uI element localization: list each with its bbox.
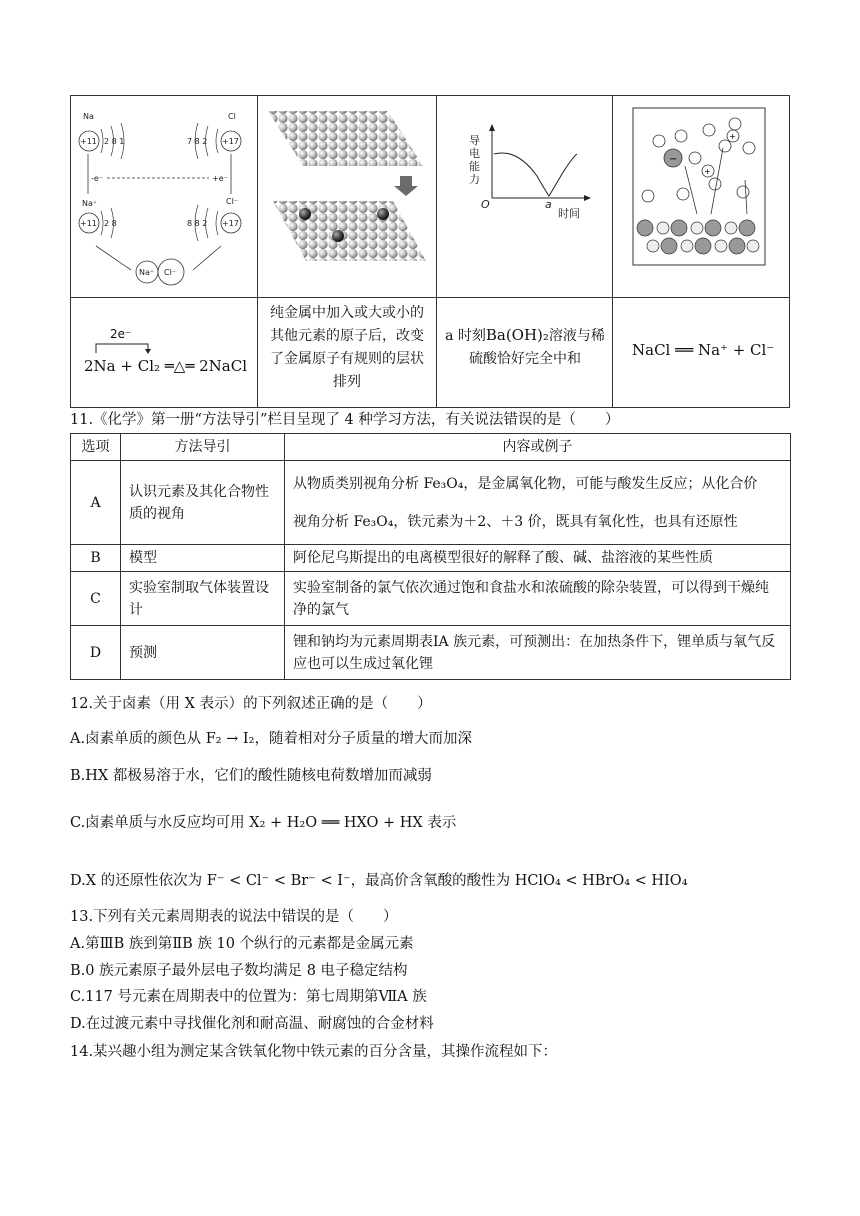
reaction-equation: 2Na + Cl₂ ═△═ 2NaCl <box>84 357 248 375</box>
row-content: 锂和钠均为元素周期表ⅠA 族元素，可预测出：在加热条件下，锂单质与氧气反应也可以生成过氧化锂 <box>285 626 791 680</box>
svg-text:+17: +17 <box>222 219 239 228</box>
na-symbol: Na <box>83 112 94 121</box>
ionic-bond-figure <box>71 96 257 296</box>
row-content: 阿伦尼乌斯提出的电离模型很好的解释了酸、碱、盐溶液的某些性质 <box>285 545 791 572</box>
na-core: +11 <box>80 137 97 146</box>
caption-3 <box>440 324 610 371</box>
lose-electron: -e⁻ <box>91 174 104 183</box>
na-ion-pair: Na⁺ <box>139 268 155 277</box>
q11-table <box>70 433 791 680</box>
caption-4: NaCl ══ Na⁺ + Cl⁻ <box>632 341 775 359</box>
table-row <box>71 572 791 626</box>
caption-3-formula: Ba(OH)₂ <box>485 326 549 344</box>
caption-3-pre: a 时刻 <box>445 328 486 344</box>
cl-ion-shells: 8 8 2 <box>187 219 208 228</box>
na-shells: 2 8 1 <box>104 137 125 146</box>
table-header-method: 方法导引 <box>121 434 285 461</box>
nacl-dissolution-figure <box>613 96 789 296</box>
table-row <box>71 626 791 680</box>
gain-electron: +e⁻ <box>212 174 228 183</box>
svg-text:+: + <box>729 132 736 141</box>
row-option: A <box>71 461 121 545</box>
caption-1 <box>70 297 258 408</box>
cl-symbol: Cl <box>228 112 236 121</box>
electron-arrow-icon <box>92 341 152 355</box>
svg-text:−: − <box>669 154 678 165</box>
electron-transfer-label: 2e⁻ <box>110 327 132 341</box>
q12-option-d: D.X 的还原性依次为 F⁻ < Cl⁻ < Br⁻ < I⁻，最高价含氧酸的酸性为 HClO₄ < HBrO₄ < HIO₄ <box>70 873 688 889</box>
q13-option-b: B.0 族元素原子最外层电子数均满足 8 电子稳定结构 <box>70 963 408 979</box>
table-row <box>71 545 791 572</box>
row-content-line2: 视角分析 Fe₃O₄，铁元素为＋2、＋3 价，既具有氧化性，也具有还原性 <box>293 513 738 530</box>
q13-option-d: D.在过渡元素中寻找催化剂和耐高温、耐腐蚀的合金材料 <box>70 1016 434 1032</box>
row-option: C <box>71 572 121 626</box>
q12-option-a: A.卤素单质的颜色从 F₂ → I₂，随着相对分子质量的增大而加深 <box>70 731 472 747</box>
caption-2: 纯金属中加入或大或小的其他元素的原子后，改变了金属原子有规则的层状排列 <box>270 305 424 390</box>
caption-3-post: 溶液与稀硫酸恰好完全中和 <box>469 328 605 367</box>
q13-option-c: C.117 号元素在周期表中的位置为：第七周期第ⅦA 族 <box>70 989 427 1005</box>
q13-stem: 13.下列有关元素周期表的说法中错误的是（ ） <box>70 909 398 925</box>
table-header-content: 内容或例子 <box>285 434 791 461</box>
conductivity-chart <box>437 96 612 296</box>
cl-ion-pair: Cl⁻ <box>164 268 177 277</box>
svg-text:+: + <box>704 167 711 176</box>
row-method: 模型 <box>121 545 285 572</box>
q12-option-c: C.卤素单质与水反应均可用 X₂ + H₂O ══ HXO + HX 表示 <box>70 815 457 831</box>
chart-a-mark: a <box>545 198 552 211</box>
q11-stem: 11.《化学》第一册“方法导引”栏目呈现了 4 种学习方法，有关说法错误的是（ ） <box>70 412 620 428</box>
row-method: 认识元素及其化合物性质的视角 <box>121 461 285 545</box>
svg-text:+11: +11 <box>80 219 97 228</box>
row-content: 实验室制备的氯气依次通过饱和食盐水和浓硫酸的除杂装置，可以得到干燥纯净的氯气 <box>285 572 791 626</box>
alloy-lattice-figure <box>258 96 436 296</box>
row-method: 预测 <box>121 626 285 680</box>
q13-option-a: A.第ⅢB 族到第ⅡB 族 10 个纵行的元素都是金属元素 <box>70 936 414 952</box>
q12-option-b: B.HX 都极易溶于水，它们的酸性随核电荷数增加而减弱 <box>70 768 432 784</box>
row-content-line1: 从物质类别视角分析 Fe₃O₄，是金属氧化物，可能与酸发生反应；从化合价 <box>293 475 758 492</box>
row-option: B <box>71 545 121 572</box>
na-ion-symbol: Na⁺ <box>82 199 98 208</box>
table-row <box>71 461 791 545</box>
chart-y-label: 导电能力 <box>469 134 480 186</box>
q14-stem: 14.某兴趣小组为测定某含铁氧化物中铁元素的百分含量，其操作流程如下： <box>70 1044 558 1060</box>
q12-stem: 12.关于卤素（用 X 表示）的下列叙述正确的是（ ） <box>70 696 432 712</box>
chart-origin: O <box>481 198 490 211</box>
row-method: 实验室制取气体装置设计 <box>121 572 285 626</box>
row-content <box>285 461 791 545</box>
cl-shells: 7 8 2 <box>187 137 208 146</box>
table-header-option: 选项 <box>71 434 121 461</box>
cl-ion-symbol: Cl⁻ <box>226 197 239 206</box>
row-option: D <box>71 626 121 680</box>
cl-core: +17 <box>222 137 239 146</box>
chart-x-label: 时间 <box>558 207 580 220</box>
na-ion-shells: 2 8 <box>104 219 117 228</box>
